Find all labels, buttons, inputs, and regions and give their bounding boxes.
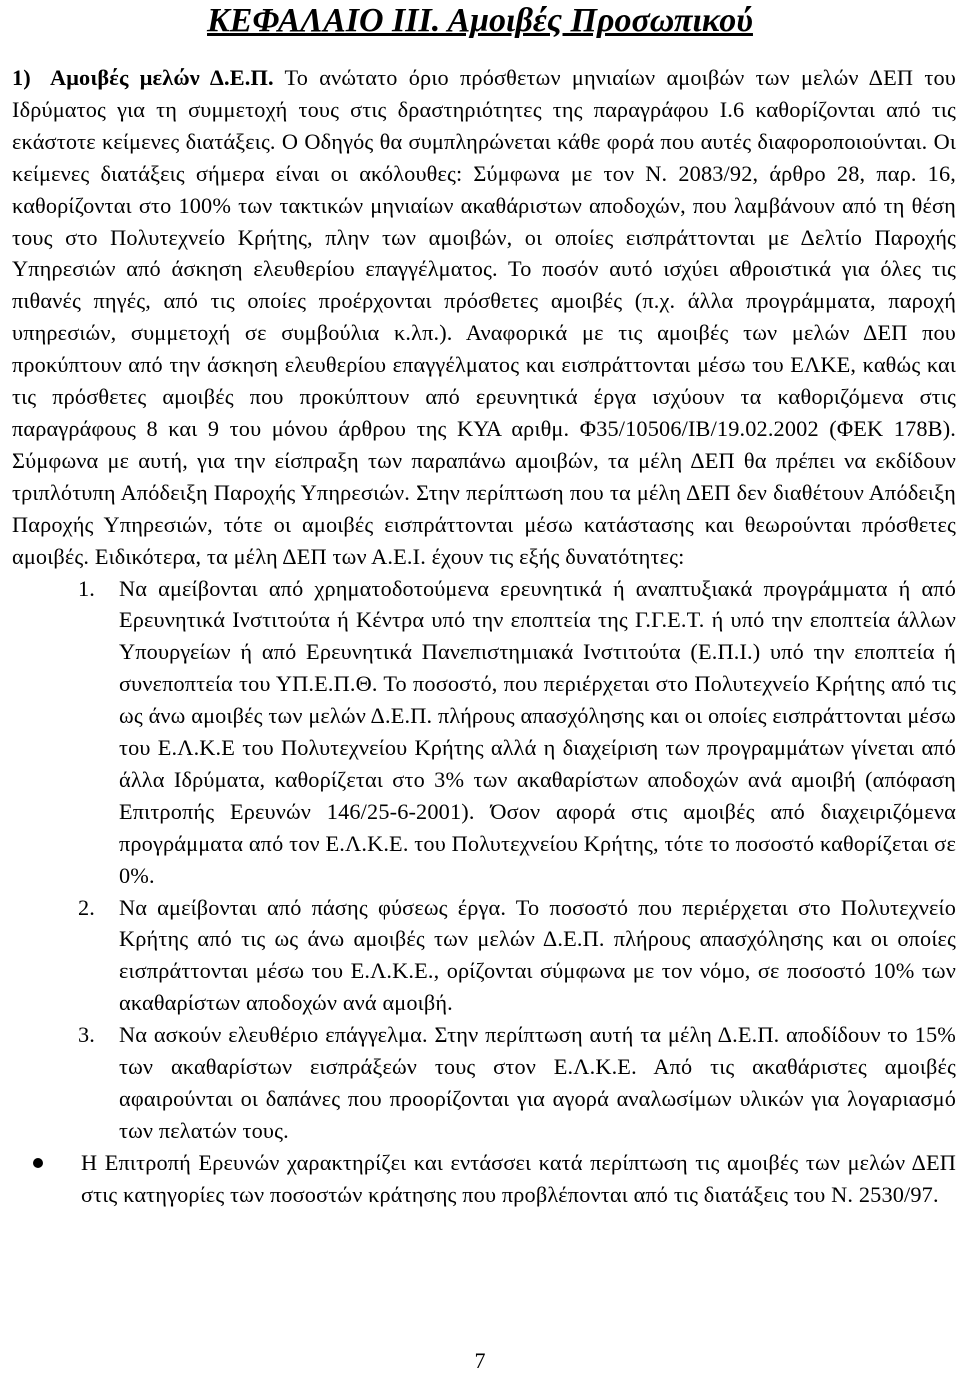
- list-item-number: 1.: [78, 575, 96, 601]
- list-item-number: 2.: [78, 894, 96, 920]
- chapter-title: ΚΕΦΑΛΑΙΟ ΙΙΙ. Αμοιβές Προσωπικού: [207, 2, 753, 39]
- document-body: [12, 62, 956, 1211]
- section-1-paragraph: [12, 62, 956, 573]
- section-text: Το ανώτατο όριο πρόσθετων μηνιαίων αμοιβών των μελών ΔΕΠ του Ιδρύματος για τη συμμετοχή τους στις δραστηριότητες της παραγράφου Ι.6 καθορίζονται από τις εκάστοτε κείμενες διατάξεις. Ο Οδηγός θα συμπληρώνεται κάθε φορά που αυτές διαφοροποιούνται. Οι κείμενες διατάξεις σήμερα είναι οι ακόλουθες: Σύμφωνα με τον Ν. 2083/92, άρθρο 28, παρ. 16, καθορίζονται στο 100% των τακτικών μηνιαίων ακαθάριστων αποδοχών, που λαμβάνουν από τη θέση τους στο Πολυτεχνείο Κρήτης, πλην των αμοιβών, οι οποίες εισπράττονται με Δελτίο Παροχής Υπηρεσιών από άσκηση ελευθερίου επαγγέλματος. Το ποσόν αυτό ισχύει αθροιστικά για όλες τις πιθανές πηγές, από τις οποίες προέρχονται πρόσθετες αμοιβές (π.χ. άλλα προγράμματα, παροχή υπηρεσιών, συμμετοχή σε συμβούλια κ.λπ.). Αναφορικά με τις αμοιβές των μελών ΔΕΠ που προκύπτουν από την άσκηση ελευθερίου επαγγέλματος και εισπράττονται μέσω του ΕΛΚΕ, καθώς και τις πρόσθετες αμοιβές που προκύπτουν από ερευνητικά έργα ισχύουν τα καθοριζόμενα στις παραγράφους 8 και 9 του μόνου άρθρου της ΚΥΑ αριθμ. Φ35/10506/ΙΒ/19.02.2002 (ΦΕΚ 178Β). Σύμφωνα με αυτή, για την είσπραξη των παραπάνω αμοιβών, τα μέλη ΔΕΠ θα πρέπει να εκδίδουν τριπλότυπη Απόδειξη Παροχής Υπηρεσιών. Στην περίπτωση που τα μέλη ΔΕΠ δεν διαθέτουν Απόδειξη Παροχής Υπηρεσιών, τότε οι αμοιβές εισπράττονται μέσω κατάστασης και θεωρούνται πρόσθετες αμοιβές. Ειδικότερα, τα μέλη ΔΕΠ των Α.Ε.Ι. έχουν τις εξής δυνατότητες:: [12, 65, 956, 569]
- list-item-text: Να αμείβονται από πάσης φύσεως έργα. Το ποσοστό που περιέρχεται στο Πολυτεχνείο Κρήτης από τις ως άνω αμοιβές των μελών Δ.Ε.Π. πλήρους απασχόλησης και οι οποίες εισπράττονται μέσω του Ε.Λ.Κ.Ε., ορίζονται σύμφωνα με τον νόμο, σε ποσοστό 10% των ακαθαρίστων αποδοχών ανά αμοιβή.: [119, 894, 956, 1016]
- list-item-text: Να ασκούν ελευθέριο επάγγελμα. Στην περίπτωση αυτή τα μέλη Δ.Ε.Π. αποδίδουν το 15% των ακαθαρίστων εισπράξεών τους στον Ε.Λ.Κ.Ε. Από τις ακαθάριστες αμοιβές αφαιρούνται οι δαπάνες που προορίζονται για αγορά αναλωσίμων υλικών για λογαριασμό των πελατών τους.: [119, 1022, 956, 1143]
- list-item: [12, 892, 956, 1020]
- list-item: [12, 573, 956, 892]
- page-number: 7: [474, 1348, 486, 1373]
- list-item-number: 3.: [78, 1022, 96, 1048]
- list-item: [12, 1019, 956, 1147]
- bullet-paragraph: [12, 1147, 956, 1211]
- section-number: 1): [12, 65, 31, 90]
- list-item-text: Να αμείβονται από χρηματοδοτούμενα ερευνητικά ή αναπτυξιακά προγράμματα ή από Ερευνητικά Ινστιτούτα ή Κέντρα υπό την εποπτεία της Γ.Γ.Ε.Τ. ή υπό την εποπτεία άλλων Υπουργείων ή από Ερευνητικά Πανεπιστημιακά Ινστιτούτα (Ε.Π.Ι.) υπό την εποπτεία ή συνεποπτεία του ΥΠ.Ε.Π.Θ. Το ποσοστό, που περιέρχεται στο Πολυτεχνείο Κρήτης από τις ως άνω αμοιβές των μελών Δ.Ε.Π. πλήρους απασχόλησης και οι οποίες εισπράττονται μέσω του Ε.Λ.Κ.Ε του Πολυτεχνείου Κρήτης αλλά η διαχείριση των προγραμμάτων γίνεται από άλλα Ιδρύματα, καθορίζεται στο 3% των ακαθαρίστων αποδοχών ανά αμοιβή (απόφαση Επιτροπής Ερευνών 146/25-6-2001). Όσον αφορά στις αμοιβές από διαχειριζόμενα προγράμματα από τον Ε.Λ.Κ.Ε. του Πολυτεχνείου Κρήτης, τότε το ποσοστό καθορίζεται σε 0%.: [119, 575, 956, 888]
- bullet-text: Η Επιτροπή Ερευνών χαρακτηρίζει και εντάσσει κατά περίπτωση τις αμοιβές των μελών ΔΕΠ στις κατηγορίες των ποσοστών κράτησης που προβλέπονται από τις διατάξεις του Ν. 2530/97.: [81, 1149, 956, 1207]
- options-list: [12, 573, 956, 1147]
- section-heading: Αμοιβές μελών Δ.Ε.Π.: [50, 65, 274, 90]
- bullet-icon: [33, 1158, 43, 1168]
